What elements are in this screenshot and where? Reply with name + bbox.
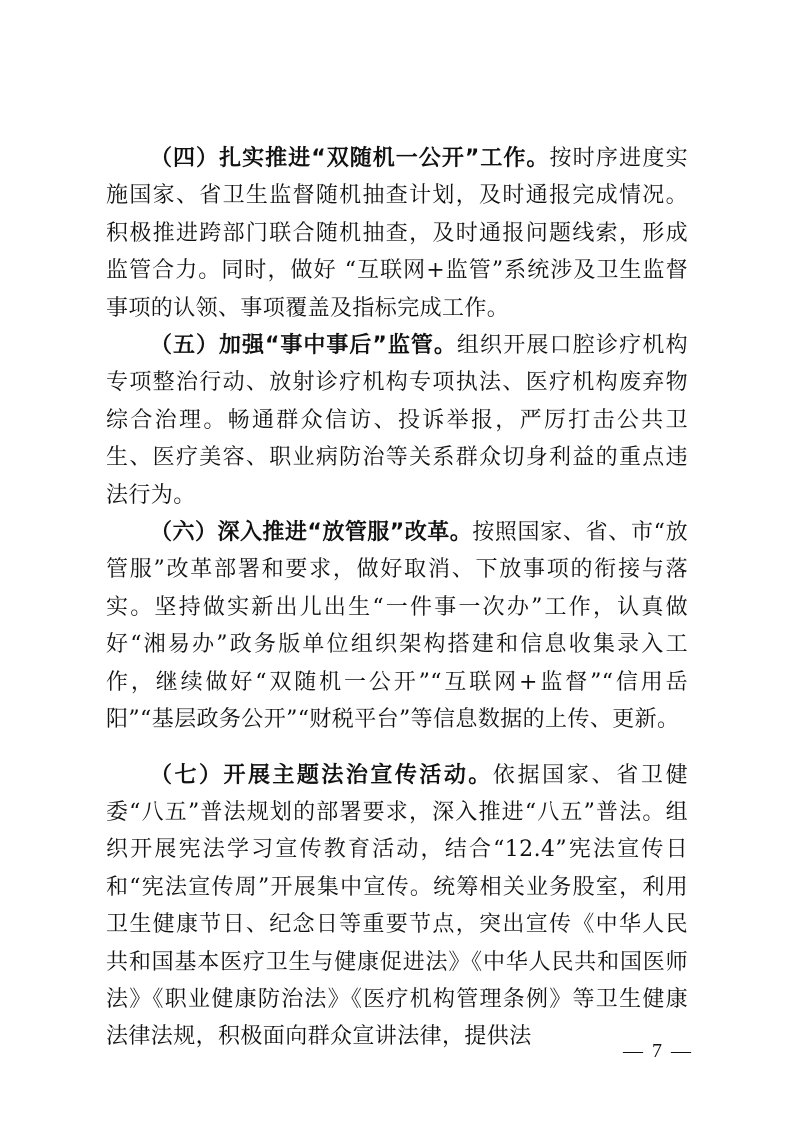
page-number: — 7 — [623,1040,693,1062]
paragraph-4 [106,140,688,327]
paragraph-5-heading: （五）加强“事中事后”监管。 [150,333,457,359]
paragraph-4-body: 按时序进度实施国家、省卫生监督随机抽查计划，及时通报完成情况。积极推进跨部门联合随机抽查，及时通报问题线索，形成监管合力。同时，做好 “互联网+监管”系统涉及卫生监督事项的认领、事项覆盖及指标完成工作。 [106,146,688,321]
paragraph-6 [106,514,688,738]
paragraph-4-heading: （四）扎实推进“双随机一公开”工作。 [150,146,550,171]
paragraph-6-body: 按照国家、省、市“放管服”改革部署和要求，做好取消、下放事项的衔接与落实。坚持做实新出儿出生“一件事一次办”工作，认真做好“湘易办”政务版单位组织架构搭建和信息收集录入工作，继续做好“双随机一公开”“互联网+监督”“信用岳阳”“基层政务公开”“财税平台”等信息数据的上传、更新。 [106,520,688,733]
paragraph-7-body: 依据国家、省卫健委“八五”普法规划的部署要求，深入推进“八五”普法。组织开展宪法学习宣传教育活动，结合“12.4”宪法宣传日和“宪法宣传周”开展集中宣传。统筹相关业务股室，利用卫生健康节日、纪念日等重要节点，突出宣传《中华人民共和国基本医疗卫生与健康促进法》《中华人民共和国医师法》《职业健康防治法》《医疗机构管理条例》等卫生健康法律法规，积极面向群众宣讲法律，提供法 [106,762,688,1050]
paragraph-6-heading: （六）深入推进“放管服”改革。 [150,520,473,546]
document-body [106,140,688,1056]
paragraph-7 [106,757,688,1056]
paragraph-5-body: 组织开展口腔诊疗机构专项整治行动、放射诊疗机构专项执法、医疗机构废弃物综合治理。畅通群众信访、投诉举报，严厉打击公共卫生、医疗美容、职业病防治等关系群众切身利益的重点违法行为。 [106,333,688,508]
paragraph-7-heading: （七）开展主题法治宣传活动。 [150,762,493,788]
paragraph-5 [106,327,688,514]
